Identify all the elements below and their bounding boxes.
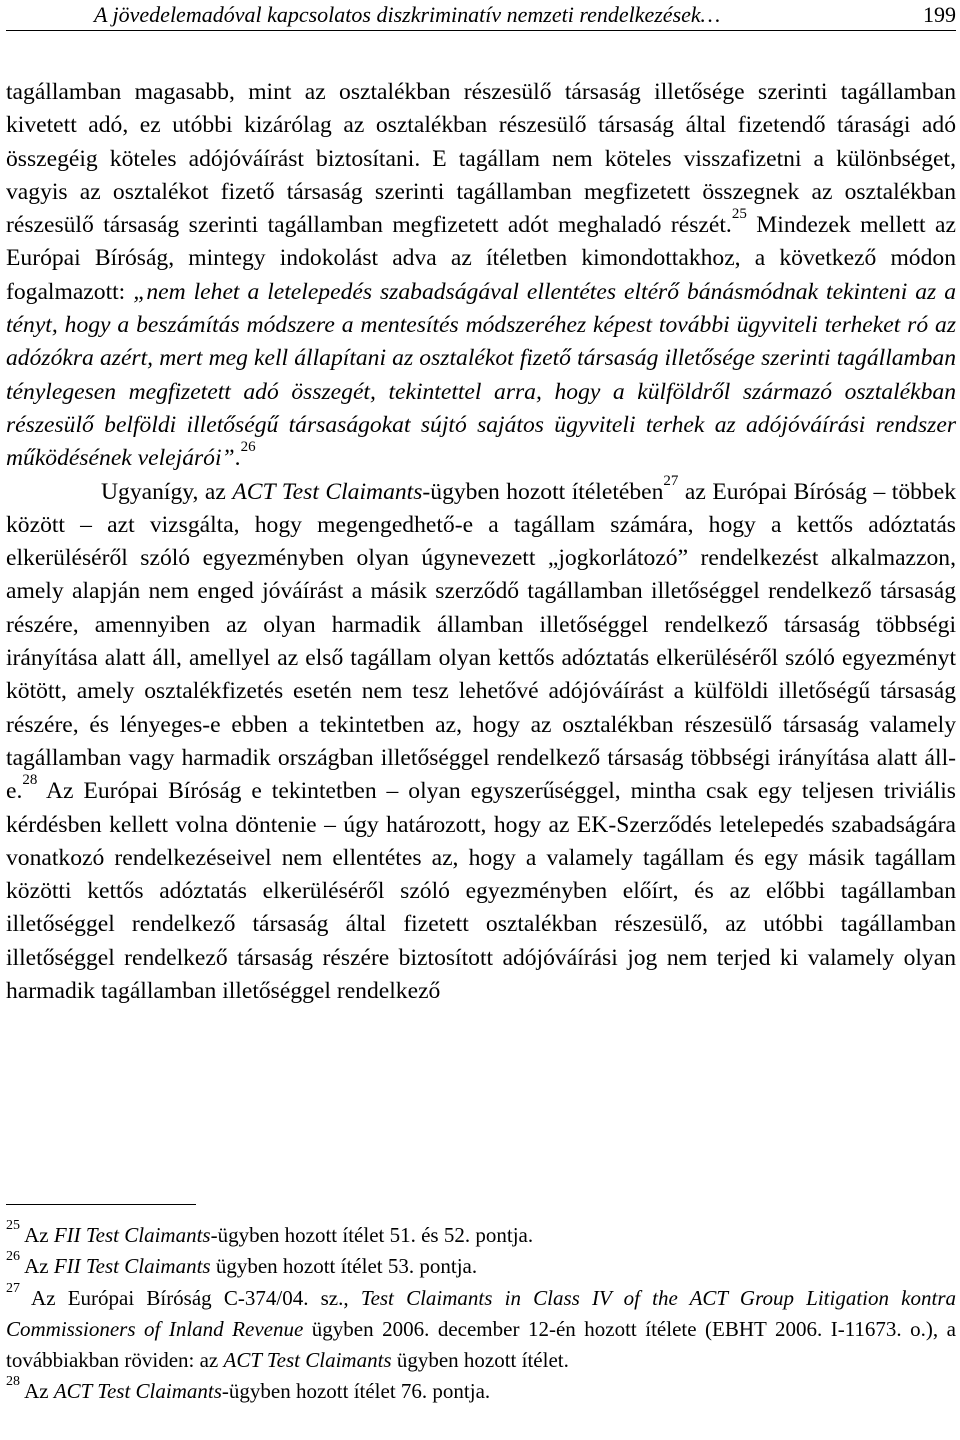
footnote-number: 25 [6, 1218, 20, 1233]
footnote-separator [6, 1204, 196, 1205]
paragraph-1-text-b: Mindezek mellett az Európai Bíróság, mintegy indokolást adva az ítéletben kimondottakhoz, a következő módon fogalmazott: [6, 212, 956, 305]
footnote-28 [6, 1376, 956, 1407]
footnote-case-name: ACT Test Claimants [223, 1348, 392, 1373]
footnote-text: ügyben hozott ítélet 53. pontja. [210, 1254, 478, 1279]
footnote-26 [6, 1251, 956, 1282]
paragraph-2-text-b: -ügyben hozott ítéletében [422, 478, 664, 505]
running-header [6, 0, 956, 31]
footnote-ref-26[interactable]: 26 [240, 439, 256, 456]
footnote-27 [6, 1280, 957, 1377]
body-text [6, 76, 956, 1008]
footnote-ref-27[interactable]: 27 [663, 472, 679, 489]
paragraph-1-end: . [234, 445, 241, 472]
footnote-25 [6, 1220, 956, 1251]
footnote-text: Az [20, 1254, 54, 1279]
paragraph-1-text-a: tagállamban magasabb, mint az osztalékban részesülő társaság illetősége szerinti tagállamban kivetett adó, ez utóbbi kizárólag az osztalékban részesülő társaság által fizetendő tárasági adó összegéig köteles adójóváírást biztosítani. E tagállam nem köteles visszafizetni a különbséget, vagyis az osztalékot fizető társaság szerinti tagállamban megfizetett összegnek az osztalékban részesülő társaság szerinti tagállamban megfizetett adót meghaladó részét. [6, 79, 956, 239]
footnote-case-name: Test Claimants in Class IV of the ACT Group Litigation kontra Commissioners of Inland Revenue [6, 1285, 957, 1341]
footnote-number: 27 [6, 1280, 20, 1296]
document-page [6, 0, 956, 1440]
footnote-case-name: ACT Test Claimants [53, 1379, 222, 1404]
paragraph-2-case-name: ACT Test Claimants [232, 478, 423, 505]
paragraph-1-quote: „nem lehet a letelepedés szabadságával ellentétes eltérő bánásmódnak tekinteni az a tényt, hogy a beszámítás módszere a mentesítés módszeréhez képest további ügyviteli terheket ró az adózókra azért, mert meg kell állapítani az osztalékot fizető társaság illetősége szerinti tagállamban ténylegesen megfizetett adó összegét, tekintettel arra, hogy a külföldről származó osztalékban részesülő belföldi illetőségű társaságokat sújtó sajátos ügyviteli terhek az adójóváírási rendszer működésének velejárói” [6, 278, 956, 472]
footnote-text: ügyben 2006. december 12-én hozott ítélete (EBHT 2006. I-11673. o.), a továbbiakban röviden: az [6, 1316, 956, 1373]
footnote-text: -ügyben hozott ítélet 76. pontja. [221, 1379, 491, 1404]
paragraph-2-text-d: Az Európai Bíróság e tekintetben – olyan egyszerűséggel, mintha csak egy teljesen triviális kérdésben kellett volna döntenie – úgy határozott, hogy az EK-Szerződés letelepedés szabadságára vonatkozó rendelkezéseivel nem ellentétes az, hogy a valamely tagállam és egy másik tagállam közötti kettős adóztatás elkerüléséről szóló egyezményben előírt, és az előbbi tagállamban illetőséggel rendelkező társaság által fizetett osztalékban részesülő, az utóbbi tagállamban illetőséggel rendelkező társaság részére biztosított adójóváírási jog nem terjed ki valamely olyan harmadik tagállamban illetőséggel rendelkező [6, 778, 956, 1005]
footnote-text: Az Európai Bíróság C-374/04. sz., [20, 1285, 361, 1310]
footnote-number: 28 [6, 1374, 20, 1390]
paragraph-2-text-a: Ugyanígy, az [101, 478, 233, 505]
footnote-case-name: FII Test Claimants [53, 1254, 211, 1279]
footnote-ref-25[interactable]: 25 [731, 206, 747, 223]
footnotes [6, 1220, 956, 1408]
page-number: 199 [923, 2, 956, 27]
footnote-text: Az [20, 1379, 54, 1404]
footnote-number: 26 [6, 1249, 20, 1265]
header-title: A jövedelemadóval kapcsolatos diszkriminatív nemzeti rendelkezések… [94, 2, 721, 27]
footnote-ref-28[interactable]: 28 [22, 772, 38, 789]
footnote-case-name: FII Test Claimants [53, 1223, 211, 1247]
paragraph-1 [6, 76, 956, 476]
footnote-text: -ügyben hozott ítélet 51. és 52. pontja. [210, 1223, 534, 1247]
paragraph-2 [6, 472, 956, 1009]
paragraph-2-text-c: az Európai Bíróság – többek között – azt vizsgálta, hogy megengedhető-e a tagállam számára, hogy a kettős adóztatás elkerüléséről szóló egyezményben olyan úgynevezett „jogkorlátozó” rendelkezést alkalmazzon, amely alapján nem enged jóváírást a másik szerződő tagállamban illetőséggel rendelkező társaság részére, amennyiben az olyan harmadik államban illetőséggel rendelkező társaság többségi irányítása alatt áll, amellyel az első tagállam olyan kettős adóztatás elkerüléséről szóló egyezményt kötött, amely osztalékfizetés esetén nem tesz lehetővé adójóváírást a külföldi illetőségű társaság részére, és lényeges-e ebben a tekintetben az, hogy az osztalékban részesülő társaság valamely tagállamban vagy harmadik országban illetőséggel rendelkező társaság többségi irányítása alatt áll-e. [6, 478, 956, 805]
footnote-text: Az [20, 1223, 54, 1247]
footnote-text: ügyben hozott ítélet. [391, 1348, 569, 1373]
